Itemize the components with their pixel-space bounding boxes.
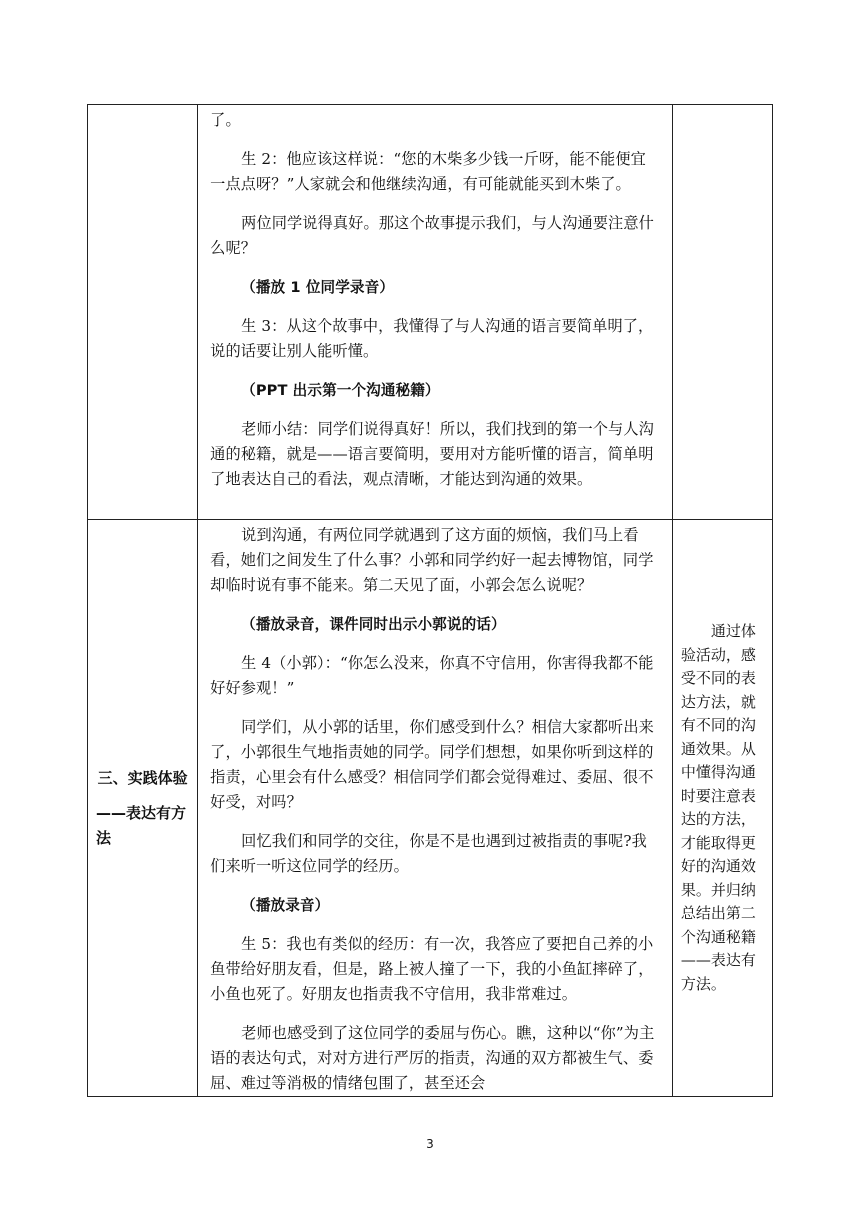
table-row bbox=[88, 105, 773, 520]
stage-direction: （播放 1 位同学录音） bbox=[241, 279, 395, 296]
stage-cell bbox=[88, 105, 198, 520]
paragraph: 回忆我们和同学的交往，你是不是也遇到过被指责的事呢?我们来听一听这位同学的经历。 bbox=[210, 832, 647, 875]
stage-direction: （PPT 出示第一个沟通秘籍） bbox=[241, 382, 440, 399]
content-cell bbox=[198, 520, 673, 1097]
intent-cell bbox=[672, 520, 772, 1097]
stage-subtitle: ——表达有方法 bbox=[96, 803, 187, 847]
stage-direction: （播放录音） bbox=[241, 897, 330, 914]
paragraph: 生 2：他应该这样说：“您的木柴多少钱一斤呀，能不能便宜一点点呀？”人家就会和他继续沟通，有可能就能买到木柴了。 bbox=[210, 150, 646, 193]
paragraph: 老师小结：同学们说得真好！所以，我们找到的第一个与人沟通的秘籍，就是——语言要简明，要用对方能听懂的语言，简单明了地表达自己的看法，观点清晰，才能达到沟通的效果。 bbox=[210, 420, 654, 488]
stage-cell bbox=[88, 520, 198, 1097]
paragraph: 老师也感受到了这位同学的委屈与伤心。瞧，这种以“你”为主语的表达句式，对对方进行严厉的指责，沟通的双方都被生气、委屈、难过等消极的情绪包围了，甚至还会 bbox=[210, 1024, 655, 1092]
paragraph: 生 4（小郭）：“你怎么没来，你真不守信用，你害得我都不能好好参观！” bbox=[210, 654, 654, 697]
paragraph: 生 3：从这个故事中，我懂得了与人沟通的语言要简单明了，说的话要让别人能听懂。 bbox=[210, 317, 654, 360]
paragraph: 说到沟通，有两位同学就遇到了这方面的烦恼，我们马上看看，她们之间发生了什么事？小郭和同学约好一起去博物馆，同学却临时说有事不能来。第二天见了面，小郭会怎么说呢？ bbox=[210, 526, 654, 594]
paragraph: 两位同学说得真好。那这个故事提示我们，与人沟通要注意什么呢？ bbox=[210, 214, 654, 257]
stage-title: 三、实践体验 bbox=[97, 768, 188, 787]
paragraph: 同学们，从小郭的话里，你们感受到什么？相信大家都听出来了，小郭很生气地指责她的同学。同学们想想，如果你听到这样的指责，心里会有什么感受？相信同学们都会觉得难过、委屈、很不好受，对吗？ bbox=[210, 718, 654, 811]
page-number: 3 bbox=[426, 1137, 434, 1151]
lesson-plan-table bbox=[87, 104, 773, 1097]
stage-direction: （播放录音，课件同时出示小郭说的话） bbox=[241, 616, 506, 633]
paragraph: 生 5：我也有类似的经历：有一次，我答应了要把自己养的小鱼带给好朋友看，但是，路上被人撞了一下，我的小鱼缸摔碎了，小鱼也死了。好朋友也指责我不守信用，我非常难过。 bbox=[210, 935, 654, 1003]
design-intent: 通过体验活动，感受不同的表达方法，就有不同的沟通效果。从中懂得沟通时要注意表达的方法，才能取得更好的沟通效果。并归纳总结出第二个沟通秘籍——表达有方法。 bbox=[680, 622, 756, 993]
intent-cell bbox=[672, 105, 772, 520]
table-row bbox=[88, 520, 773, 1097]
paragraph: 了。 bbox=[210, 111, 241, 129]
content-cell bbox=[198, 105, 673, 520]
